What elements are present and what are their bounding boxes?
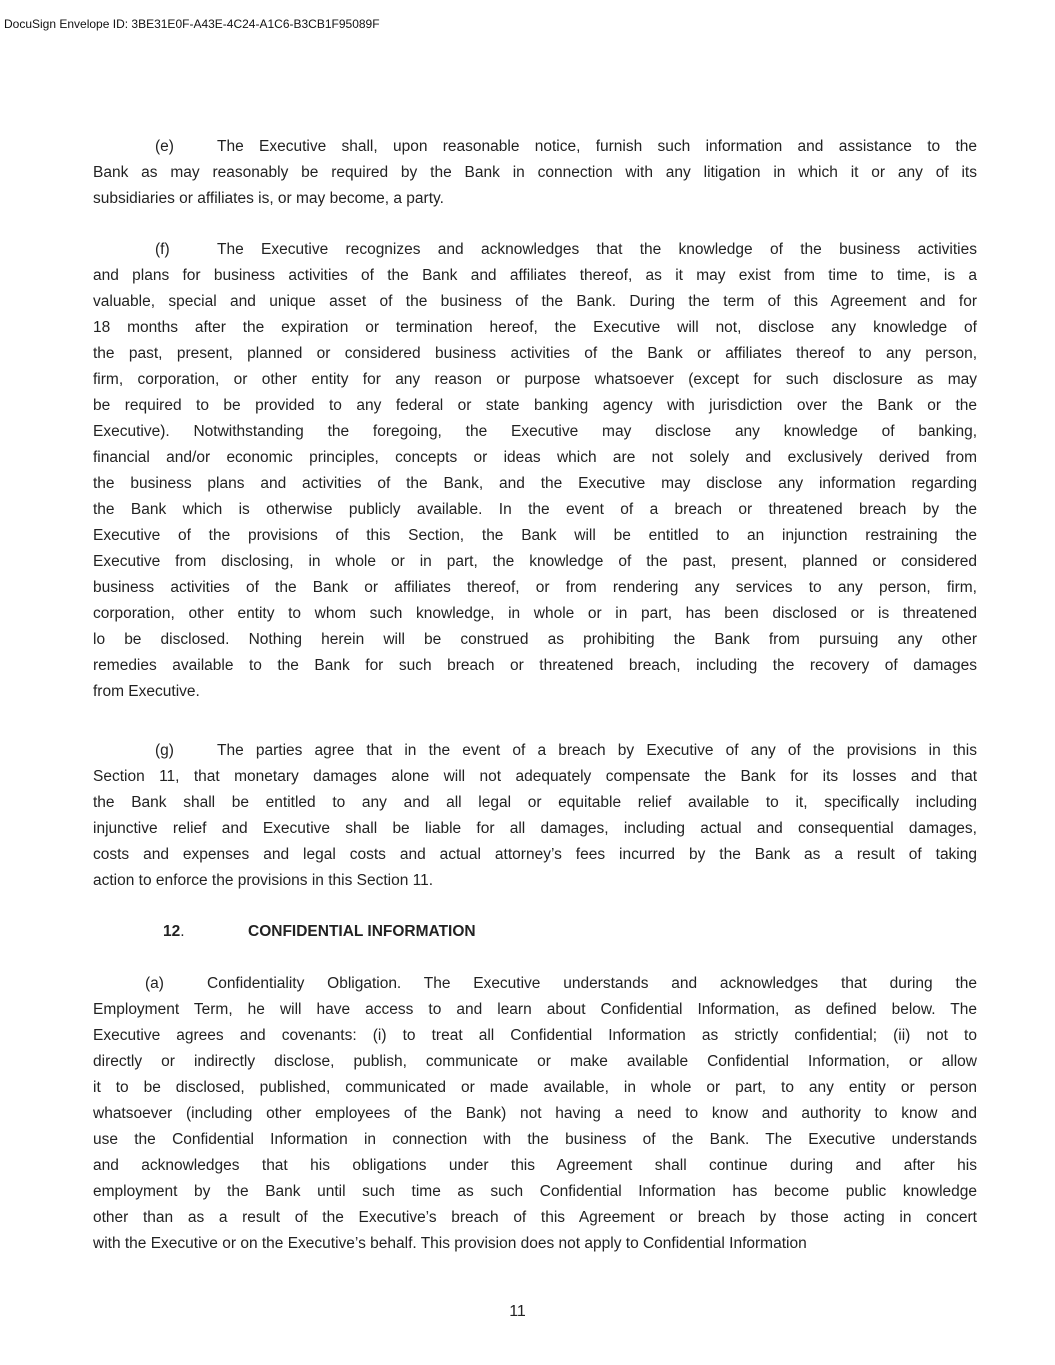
paragraph-line: Executive from disclosing, in whole or in part, the knowledge of the past, present, planned or considered bbox=[93, 553, 977, 570]
paragraph-line: Executive agrees and covenants: (i) to treat all Confidential Information as strictly confidential; (ii) not to bbox=[93, 1027, 977, 1044]
paragraph-f bbox=[93, 237, 977, 705]
paragraph-line: remedies available to the Bank for such breach or threatened breach, including the recovery of damages bbox=[93, 657, 977, 674]
section-heading: CONFIDENTIAL INFORMATION bbox=[248, 923, 476, 940]
paragraph-e bbox=[93, 134, 977, 212]
paragraph-line: Executive). Notwithstanding the foregoing, the Executive may disclose any knowledge of banking, bbox=[93, 423, 977, 440]
paragraph-g bbox=[93, 738, 977, 894]
paragraph-line: business activities of the Bank or affiliates thereof, or from rendering any services to any person, firm, bbox=[93, 579, 977, 596]
paragraph-line: the past, present, planned or considered business activities of the Bank or affiliates thereof to any person, bbox=[93, 345, 977, 362]
paragraph-line: injunctive relief and Executive shall be liable for all damages, including actual and consequential damages, bbox=[93, 820, 977, 837]
paragraph-line: the Bank shall be entitled to any and all legal or equitable relief available to it, specifically including bbox=[93, 794, 977, 811]
paragraph-line: Bank as may reasonably be required by the Bank in connection with any litigation in which it or any of its bbox=[93, 164, 977, 181]
paragraph-line: action to enforce the provisions in this Section 11. bbox=[93, 872, 434, 889]
paragraph-line: costs and expenses and legal costs and actual attorney’s fees incurred by the Bank as a result of taking bbox=[93, 846, 977, 863]
paragraph-line: corporation, other entity to whom such knowledge, in whole or in part, has been disclosed or is threatened bbox=[93, 605, 977, 622]
paragraph-line: financial and/or economic principles, concepts or ideas which are not solely and exclusively derived from bbox=[93, 449, 977, 466]
paragraph-line: Employment Term, he will have access to and learn about Confidential Information, as defined below. The bbox=[93, 1001, 977, 1018]
paragraph-line: with the Executive or on the Executive’s behalf. This provision does not apply to Confidential Information bbox=[93, 1235, 807, 1252]
paragraph-line: and plans for business activities of the Bank and affiliates thereof, as it may exist from time to time, is a bbox=[93, 267, 977, 284]
docusign-envelope-id: DocuSign Envelope ID: 3BE31E0F-A43E-4C24-A1C6-B3CB1F95089F bbox=[4, 17, 380, 31]
paragraph-line: Section 11, that monetary damages alone will not adequately compensate the Bank for its losses and that bbox=[93, 768, 977, 785]
paragraph-text: The Executive shall, upon reasonable notice, furnish such information and assistance to the bbox=[217, 138, 977, 155]
paragraph-line: valuable, special and unique asset of the business of the Bank. During the term of this Agreement and for bbox=[93, 293, 977, 310]
paragraph-line: lo be disclosed. Nothing herein will be construed as prohibiting the Bank from pursuing any other bbox=[93, 631, 977, 648]
paragraph-line: whatsoever (including other employees of the Bank) not having a need to know and authority to know and bbox=[93, 1105, 977, 1122]
paragraph-line: 18 months after the expiration or termination hereof, the Executive will not, disclose any knowledge of bbox=[93, 319, 977, 336]
paragraph-line bbox=[155, 738, 977, 764]
paragraph-line: from Executive. bbox=[93, 683, 200, 700]
paragraph-line bbox=[155, 237, 977, 263]
paragraph-a bbox=[93, 971, 977, 1257]
section-number: 12. bbox=[163, 923, 185, 940]
paragraph-text: The Executive recognizes and acknowledges that the knowledge of the business activities bbox=[217, 241, 977, 258]
paragraph-line bbox=[155, 134, 977, 160]
paragraph-line: be required to be provided to any federal or state banking agency with jurisdiction over the Bank or the bbox=[93, 397, 977, 414]
paragraph-text: The parties agree that in the event of a breach by Executive of any of the provisions in this bbox=[217, 742, 977, 759]
paragraph-line: subsidiaries or affiliates is, or may become, a party. bbox=[93, 190, 444, 207]
page-number: 11 bbox=[509, 1303, 526, 1320]
paragraph-line: it to be disclosed, published, communicated or made available, in whole or part, to any entity or person bbox=[93, 1079, 977, 1096]
paragraph-label: (g) bbox=[155, 742, 174, 759]
paragraph-line: use the Confidential Information in connection with the business of the Bank. The Executive understands bbox=[93, 1131, 977, 1148]
paragraph-label: (f) bbox=[155, 241, 170, 258]
paragraph-line: and acknowledges that his obligations under this Agreement shall continue during and after his bbox=[93, 1157, 977, 1174]
paragraph-line: firm, corporation, or other entity for any reason or purpose whatsoever (except for such disclosure as may bbox=[93, 371, 977, 388]
paragraph-label: (a) bbox=[145, 975, 164, 992]
paragraph-line: directly or indirectly disclose, publish, communicate or make available Confidential Information, or allow bbox=[93, 1053, 977, 1070]
paragraph-line: employment by the Bank until such time as such Confidential Information has become public knowledge bbox=[93, 1183, 977, 1200]
paragraph-line: Executive of the provisions of this Section, the Bank will be entitled to an injunction restraining the bbox=[93, 527, 977, 544]
paragraph-line: the Bank which is otherwise publicly available. In the event of a breach or threatened breach by the bbox=[93, 501, 977, 518]
paragraph-line bbox=[145, 971, 977, 997]
paragraph-line: the business plans and activities of the Bank, and the Executive may disclose any information regarding bbox=[93, 475, 977, 492]
paragraph-text: Confidentiality Obligation. The Executive understands and acknowledges that during the bbox=[207, 975, 977, 992]
paragraph-label: (e) bbox=[155, 138, 174, 155]
paragraph-line: other than as a result of the Executive’s breach of this Agreement or breach by those acting in concert bbox=[93, 1209, 977, 1226]
